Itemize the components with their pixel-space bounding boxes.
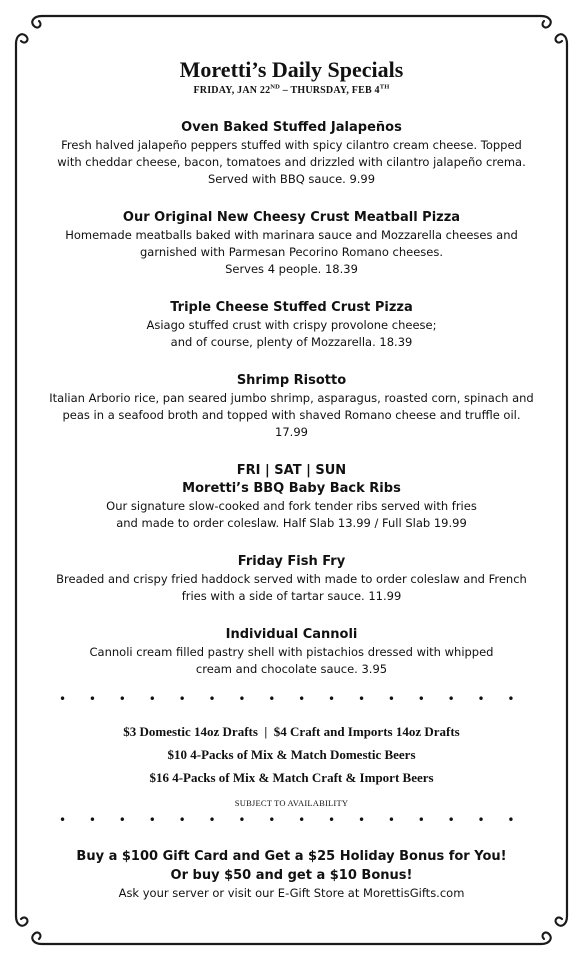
menu-item-shrimp-risotto xyxy=(40,372,543,441)
item-description: Cannoli cream filled pastry shell with pistachios dressed with whipped cream and chocolate sauce. 3.95 xyxy=(89,645,494,676)
gift-promo-line-3: Ask your server or visit our E-Gift Store at MorettisGifts.com xyxy=(118,886,465,900)
menu-title: Moretti’s Daily Specials xyxy=(179,57,404,82)
availability-note: SUBJECT TO AVAILABILITY xyxy=(234,798,349,808)
dot-divider: • • • • • • • • • • • • • • • • xyxy=(59,813,524,827)
menu-item-meatball-pizza xyxy=(40,209,543,278)
item-description: Asiago stuffed crust with crispy provolone cheese; and of course, plenty of Mozzarella. 18.39 xyxy=(146,318,437,349)
specials-menu xyxy=(40,56,543,902)
item-description: Our signature slow-cooked and fork tender ribs served with fries and made to order coleslaw. Half Slab 13.99 / Full Slab 19.99 xyxy=(106,499,477,530)
item-title: Oven Baked Stuffed Jalapeños xyxy=(181,120,402,135)
menu-items xyxy=(40,119,543,678)
menu-item-bbq-ribs xyxy=(40,462,543,532)
item-title: Our Original New Cheesy Crust Meatball Pizza xyxy=(122,210,461,225)
menu-item-jalapenos xyxy=(40,119,543,188)
menu-item-triple-cheese-pizza xyxy=(40,299,543,351)
menu-item-fish-fry xyxy=(40,553,543,605)
item-description: Breaded and crispy fried haddock served with made to order coleslaw and French fries with a side of tartar sauce. 11.99 xyxy=(56,572,527,603)
beer-special-drafts: $3 Domestic 14oz Drafts | $4 Craft and Imports 14oz Drafts xyxy=(123,724,460,739)
date-range: FRIDAY, JAN 22ND – THURSDAY, FEB 4TH xyxy=(193,83,390,96)
item-title: Individual Cannoli xyxy=(225,627,358,642)
item-description: Homemade meatballs baked with marinara sauce and Mozzarella cheeses and garnished with Parmesan Pecorino Romano cheeses. Serves 4 people. 18.39 xyxy=(65,228,518,276)
dot-divider: • • • • • • • • • • • • • • • • xyxy=(59,692,524,706)
item-title: Friday Fish Fry xyxy=(237,554,346,569)
item-title: Triple Cheese Stuffed Crust Pizza xyxy=(170,300,413,315)
item-title: Moretti’s BBQ Baby Back Ribs xyxy=(182,481,401,496)
beer-special-craft-4pack: $16 4-Packs of Mix & Match Craft & Import Beers xyxy=(149,770,434,785)
gift-promo-line-2: Or buy $50 and get a $10 Bonus! xyxy=(170,868,413,883)
weekend-days-label: FRI | SAT | SUN xyxy=(236,463,347,478)
gift-card-promo xyxy=(40,847,543,902)
beer-specials xyxy=(40,720,543,789)
beer-special-domestic-4pack: $10 4-Packs of Mix & Match Domestic Beers xyxy=(167,747,416,762)
item-description: Fresh halved jalapeño peppers stuffed with spicy cilantro cream cheese. Topped with cheddar cheese, bacon, tomatoes and drizzled with cilantro jalapeño crema. Served with BBQ sauce. 9.99 xyxy=(57,138,526,186)
item-title: Shrimp Risotto xyxy=(236,373,347,388)
menu-item-cannoli xyxy=(40,626,543,678)
item-description: Italian Arborio rice, pan seared jumbo shrimp, asparagus, roasted corn, spinach and peas in a seafood broth and topped with shaved Romano cheese and truffle oil. 17.99 xyxy=(49,391,534,439)
gift-promo-line-1: Buy a $100 Gift Card and Get a $25 Holiday Bonus for You! xyxy=(76,849,507,864)
